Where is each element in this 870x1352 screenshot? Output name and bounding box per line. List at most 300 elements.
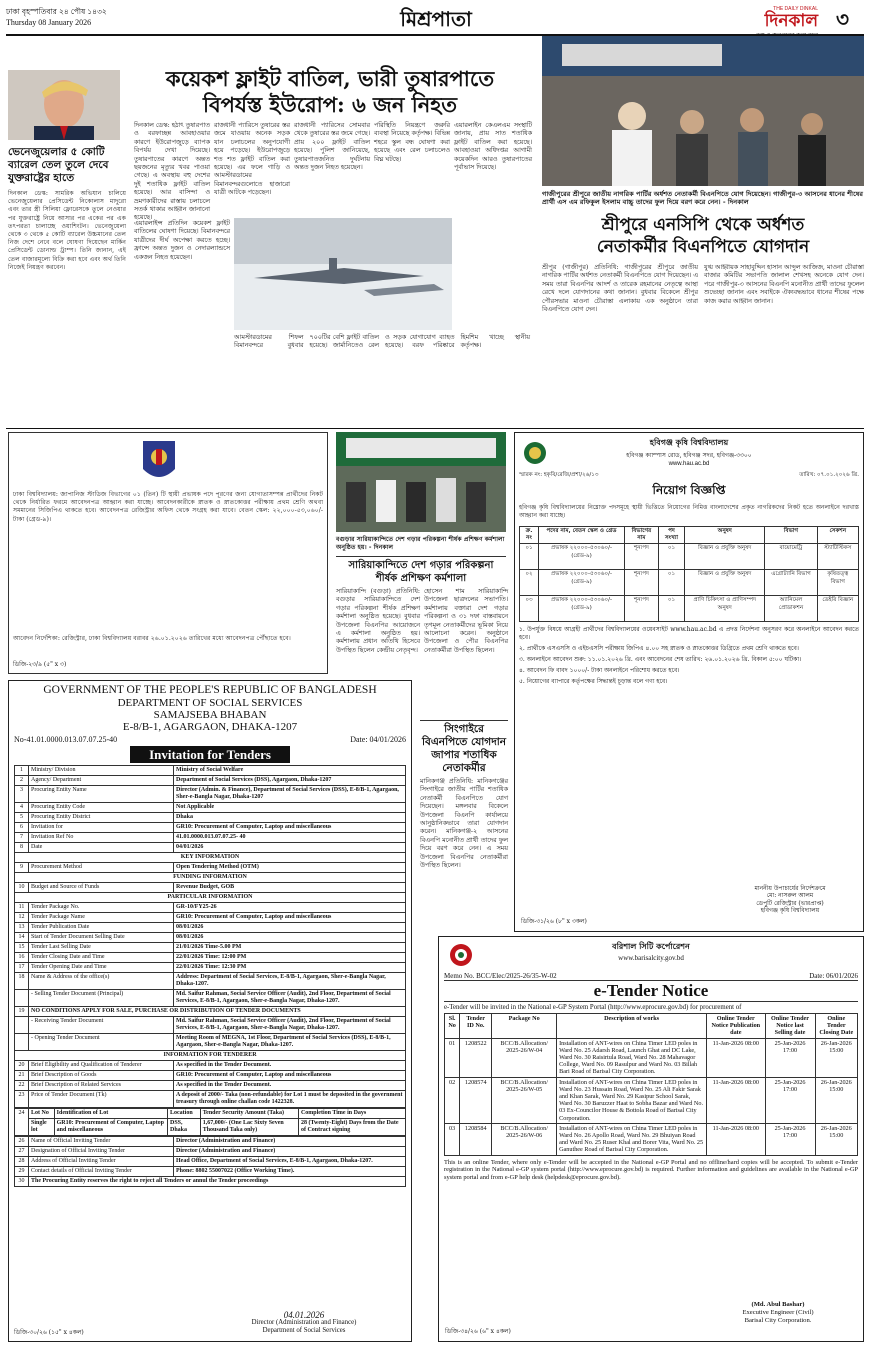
- lead-col5: এয়ারলাইন কেএলএম সংস্থাটি জানায়, প্রায় সাত শতাধিক ফ্লাইট বাতিল করা হয়েছে। আবহাওয়া অধিদপ্তর আগামী কয়েকদিন আরও তুষারপাতের পূর্বাভাস দিয়েছে।: [454, 122, 532, 172]
- barisal-cell: 26-Jan-2026 15:00: [815, 1038, 857, 1077]
- dss-cell-label: Brief Eligibility and Qualification of Tenderer: [29, 1061, 174, 1071]
- dss-cell-label: Tender Closing Date and Time: [29, 953, 174, 963]
- dss-lot-header-cell: Completion Time in Days: [298, 1109, 405, 1119]
- dss-cell-no: [15, 1034, 29, 1051]
- barisal-cell: BCC/B.Allocation/ 2025-26/W-04: [492, 1038, 557, 1077]
- dss-cell-label: Name of Official Inviting Tender: [29, 1137, 174, 1147]
- dss-table-row: [15, 823, 406, 833]
- masthead-date-en: Thursday 08 January 2026: [6, 18, 92, 27]
- barisal-cell: Installation of ANT-wires on China Timer LED poles in Ward No. 23 Hussain Road, Ward No. 25 Ali Fakir Sarak and Khan Sarak, Ward No. 29 Kasipur School Sarak, Ward No. 30 Baruzzer Haat to Sobha Bazar and Ward No. 03 Ex-Councilor House & Bottola Road of Barisal City Corporation.: [557, 1077, 707, 1123]
- lead-headline-line1: কয়েকশ ফ্লাইট বাতিল, ভারী তুষারপাতে: [165, 66, 495, 91]
- hau-cell: ০১: [658, 596, 684, 622]
- sreepur-caption: গাজীপুরের শ্রীপুরে জাতীয় নাগরিক পার্টির অর্ধশত নেতাকর্মী বিএনপিতে যোগ দিয়েছেন। গাজীপুর-৩ আসনের ধানের শীষের প্রার্থী এস এম রফিকুল ইসলাম বাচ্চু তাদের ফুল দিয়ে বরণ করে নেন। - দিনকাল: [542, 190, 863, 207]
- dss-table-row: [15, 963, 406, 973]
- dss-cell-no: 29: [15, 1167, 29, 1177]
- snow-body2: আমস্টারডামের শিফল বিমানবন্দরে বুধবার ৭০০টির বেশি ফ্লাইট বাতিল হয়েছে। জার্মানিতেও রেল ও সড়ক যোগাযোগ ব্যাহত হয়েছে। বরফ পরিষ্কারে হিমশিম খাচ্ছে স্থানীয় কর্তৃপক্ষ।: [234, 334, 530, 350]
- dss-cell-no: 5: [15, 813, 29, 823]
- dss-cell-no: 28: [15, 1157, 29, 1167]
- dss-lot-cell: 28 (Twenty-Eight) Days from the Date of Contract signing: [298, 1119, 405, 1136]
- barisal-memo: Memo No. BCC/Elec/2025-26/35-W-02: [444, 972, 557, 980]
- barisal-memo-row: [444, 972, 858, 980]
- barisal-cell: 25-Jan-2026 17:00: [765, 1077, 815, 1123]
- dss-memo: No-41.01.0000.013.07.07.25-40: [14, 735, 118, 744]
- barisal-cell: 03: [445, 1123, 460, 1155]
- dss-cell-value: 04/01/2026: [174, 843, 406, 853]
- hau-title: নিয়োগ বিজ্ঞপ্তি: [652, 483, 726, 497]
- hau-cell: কৃষিতত্ত্ব বিভাগ: [817, 570, 858, 596]
- hau-address: হবিগঞ্জ ক্যাম্পাস রোড, হবিগঞ্জ সদর, হবিগঞ্জ-৩৩০০: [626, 452, 752, 459]
- barisal-header-row: [445, 1014, 858, 1039]
- dss-cell-label: - Opening Tender Document: [29, 1034, 174, 1051]
- dss-cell-no: 17: [15, 963, 29, 973]
- dss-cell-label: Procuring Entity Code: [29, 803, 174, 813]
- hau-memo-row: [519, 471, 859, 480]
- dss-table-row: [15, 1071, 406, 1081]
- dss-cell-no: 26: [15, 1137, 29, 1147]
- hau-table-row: [520, 570, 859, 596]
- dss-cell-value: GR10: Procurement of Computer, Laptop and miscellaneous: [174, 823, 406, 833]
- dss-table-row: [15, 1081, 406, 1091]
- snow-airport-photo: [234, 218, 452, 330]
- du-code: ডিজি-২৩/৯ (৫" x ৩): [13, 661, 67, 668]
- dss-cell-label: Address of Official Inviting Tender: [29, 1157, 174, 1167]
- barisal-name: বরিশাল সিটি কর্পোরেশন: [612, 941, 690, 951]
- dss-lot-header-cell: Location: [167, 1109, 200, 1119]
- dss-table-row: [15, 883, 406, 893]
- dss-cell-label: Procuring Entity District: [29, 813, 174, 823]
- sariakandi-headline-line1: সারিয়াকান্দিতে দেশ গড়ার পরিকল্পনা: [348, 560, 494, 571]
- dss-lot-cell: 1,67,000/- (One Lac Sixty Seven Thousand Taka only): [200, 1119, 298, 1136]
- dss-lot-row: [15, 1119, 406, 1136]
- dss-table-row: [15, 1147, 406, 1157]
- dss-cell-value: A deposit of 2000/- Taka (non-refundable) for Lot 1 must be deposited in the government treasury through online challan code 1422328.: [174, 1091, 406, 1108]
- dinkal-logo: [706, 6, 846, 36]
- dss-section-key: KEY INFORMATION: [15, 853, 406, 863]
- dss-cell-value: As specified in the Tender Document.: [174, 1081, 406, 1091]
- barisal-logo: [449, 943, 473, 967]
- sreepur-photo: [542, 36, 864, 186]
- barisal-cell: 01: [445, 1038, 460, 1077]
- dss-cell-value: As specified in the Tender Document.: [174, 1061, 406, 1071]
- dss-section-funding: FUNDING INFORMATION: [15, 873, 406, 883]
- hau-signature: [725, 885, 855, 915]
- hau-cell: ০১: [520, 544, 539, 570]
- sreepur-headline-line2: নেতাকর্মীর বিএনপিতে যোগদান: [596, 237, 810, 257]
- dss-cell-no: 16: [15, 953, 29, 963]
- dss-cell-value: Revenue Budget, GOB: [174, 883, 406, 893]
- barisal-header-cell: Tender ID No.: [460, 1014, 492, 1039]
- hau-cell: শূন্যপদ: [625, 596, 659, 622]
- section-title: মিশ্রপাতা: [400, 7, 472, 31]
- dss-cell-label: Agency/ Department: [29, 776, 174, 786]
- dss-cell-value: Open Tendering Method (OTM): [174, 863, 406, 873]
- dss-section-row: [15, 873, 406, 883]
- barisal-header-cell: Package No: [492, 1014, 557, 1039]
- dss-cell-no: 20: [15, 1061, 29, 1071]
- dss-cell-value: Head Office, Department of Social Services, E-8/B-1, Agargaon, Dhaka-1207.: [174, 1157, 406, 1167]
- dss-cell-no: 4: [15, 803, 29, 813]
- hau-cell: প্রভাষক ২২০০০-৫৩০৬০/- (গ্রেড-৯): [539, 570, 625, 596]
- barisal-cell: Installation of ANT-wires on China Timer LED poles in Ward No. 26 Apollo Road, Ward No. 29 Bhuiyan Road and Ward No. 25 Ruser Khal and Borer Vita, Ward No. 25 Ganuthee Road of Barisal City Corporation.: [557, 1123, 707, 1155]
- dss-cell-label: Date: [29, 843, 174, 853]
- dss-cell-no: [15, 1017, 29, 1034]
- dss-table-row: [15, 1034, 406, 1051]
- hau-cell: ০২: [520, 570, 539, 596]
- hau-cell: প্রভাষক ২২০০০-৫৩০৬০/- (গ্রেড-৯): [539, 596, 625, 622]
- sariakandi-headline-line2: শীর্ষক প্রশিক্ষণ কর্মশালা: [375, 573, 467, 584]
- barisal-emblem-icon: [449, 943, 473, 967]
- dss-cell-value: 22/01/2026 Time: 12:30 PM: [174, 963, 406, 973]
- dss-table-row: [15, 943, 406, 953]
- dss-table-row: [15, 843, 406, 853]
- hau-header-cell: পদ সংখ্যা: [658, 527, 684, 544]
- dss-cell-value: GR10: Procurement of Computer, Laptop and miscellaneous: [174, 913, 406, 923]
- du-body: ঢাকা বিশ্ববিদ্যালয়: জাপানিজ স্টাডিজ বিভাগের ০১ (তিন) টি স্থায়ী প্রভাষক পদে পূরণের জন্য যোগ্যতাসম্পন্ন প্রার্থীদের নিকট থেকে নির্ধারিত ফরমে আবেদনপত্র আহ্বান করা যাচ্ছে। আবেদনকারীকে স্নাতক ও স্নাতকোত্তর পরীক্ষায় প্রথম শ্রেণি অথবা সমমানের সিজিপিএ থাকতে হবে। আবেদনপত্র রেজিস্ট্রার অফিস থেকে সংগ্রহ করা যাবে। বেতন স্কেল: ২২,০০০-৫৩,০৬০/- টাকা (গ্রেড-৯)।: [13, 491, 323, 523]
- dss-cell-value: Dhaka: [174, 813, 406, 823]
- hau-header-row: [520, 527, 859, 544]
- dss-cell-no: 9: [15, 863, 29, 873]
- barisal-header-cell: Online Tender Notice last Selling date: [765, 1014, 815, 1039]
- barisal-cell: 11-Jan-2026 08:00: [707, 1038, 765, 1077]
- hau-cell: ০১: [658, 544, 684, 570]
- hau-sign-role: ডেপুটি রেজিস্ট্রার (ভারপ্রাপ্ত): [756, 899, 824, 907]
- dss-cell-no: 27: [15, 1147, 29, 1157]
- hau-table-row: [520, 596, 859, 622]
- hau-conditions: [519, 626, 859, 686]
- barisal-header-cell: Sl. No: [445, 1014, 460, 1039]
- dss-table-row: [15, 990, 406, 1007]
- dss-table-row: [15, 953, 406, 963]
- dss-cell-no: 18: [15, 973, 29, 990]
- barisal-intro: e-Tender will be invited in the National e-GP System Portal (http://www.eprocure.gov.bd) for procurement of: [444, 1004, 742, 1011]
- dss-lot-header-cell: Tender Security Amount (Taka): [200, 1109, 298, 1119]
- dss-section-particular: PARTICULAR INFORMATION: [15, 893, 406, 903]
- dss-cell-label: Name & Address of the office(s): [29, 973, 174, 990]
- du-logo: [139, 439, 179, 485]
- dss-table-row: [15, 913, 406, 923]
- dss-cell-no: 30: [15, 1177, 29, 1187]
- hau-logo: [523, 441, 547, 465]
- dss-cell-label: Invitation Ref No: [29, 833, 174, 843]
- dss-cell-label: Tender Package No.: [29, 903, 174, 913]
- dss-table-row: [15, 813, 406, 823]
- dss-cell-value: Phone: 8802 55007022 (Office Working Time).: [174, 1167, 406, 1177]
- barisal-cell: 1208522: [460, 1038, 492, 1077]
- dss-cell-value: Director (Administration and Finance): [174, 1147, 406, 1157]
- barisal-header-cell: Online Tender Notice Publication date: [707, 1014, 765, 1039]
- dss-table-row: [15, 803, 406, 813]
- dss-lot-table: [14, 1108, 406, 1136]
- lead-col2: রাজধানী প্যারিসে তুষারের স্তর জমে যাওয়ায় অনেক সড়ক যান চলাচলের অনুপযোগী হয়ে পড়েছে। ইউরোপজুড়ে শত শত ফ্লাইট বাতিল করা হয়েছে। এর ফলে গাড়ি ও আমস্টারডামের বিমানবন্দরগুলোতে হাজারো যাত্রী আটকে পড়েছেন।: [214, 122, 290, 197]
- dss-section-row: [15, 1051, 406, 1061]
- barisal-web: www.barisalcity.gov.bd: [618, 954, 684, 962]
- dss-code: ডিজি-৩০/২৬ (১৫" x ৪কল): [14, 1329, 84, 1336]
- hau-notice: [514, 432, 864, 932]
- dss-table-row: [15, 1091, 406, 1108]
- trump-photo-illustration: [8, 70, 120, 140]
- sariakandi-body1: সারিয়াকান্দি (বগুড়া) প্রতিনিধি: বগুড়ার সারিয়াকান্দিতে দেশ গড়ার পরিকল্পনা শীর্ষক প্রশিক্ষণ কর্মশালা অনুষ্ঠিত হয়েছে। বুধবার উপজেলা বিএনপির আয়োজনে এ কর্মশালা অনুষ্ঠিত হয়। কর্মশালায় প্রধান অতিথি হিসেবে উপস্থিত ছিলেন কেন্দ্রীয় নেতৃবৃন্দ।: [336, 588, 420, 654]
- dss-cell-label: Budget and Source of Funds: [29, 883, 174, 893]
- lead-col1: দিনকাল ডেস্ক: হঠাৎ তুষারপাত ও বরফাচ্ছন্ন আবহাওয়ার কারণে ইউরোপজুড়ে ব্যাপক বিপর্যয় দেখা দিয়েছে। তুষারপাতের কারণে অন্তত ছয়জনের মৃত্যুর খবর পাওয়া গেছে। এ অবস্থায় বহু দেশের দুই শতাধিক ফ্লাইট বাতিল হয়েছে। আর বাসিন্দা ও ভ্রমণকারীদের রাস্তায় চলাচলে সতর্ক থাকার আহ্বান জানানো হয়েছে।: [134, 122, 210, 222]
- sariakandi-headline: [336, 556, 506, 585]
- dss-cell-value: 41.01.0000.013.07.07.25- 40: [174, 833, 406, 843]
- dss-cell-no: 3: [15, 786, 29, 803]
- lead-col4: পরিস্থিতি নিয়ন্ত্রণে জরুরি ব্যবস্থা নিয়েছে কর্তৃপক্ষ। বিভিন্ন শহরে স্কুল বন্ধ ঘোষণা করা হয়েছে এবং রেল চলাচলেও বিঘ্ন ঘটছে।: [374, 122, 450, 163]
- hau-cell: ০১: [658, 570, 684, 596]
- dss-cell-no: 24: [15, 1109, 29, 1136]
- dss-table-row: [15, 903, 406, 913]
- dss-cell-no: 14: [15, 933, 29, 943]
- dss-table-row: [15, 923, 406, 933]
- hau-table: [519, 526, 859, 622]
- hau-header-cell: বিভাগের নাম: [625, 527, 659, 544]
- dss-section-row: [15, 893, 406, 903]
- dss-cell-label: Brief Description of Goods: [29, 1071, 174, 1081]
- du-deadline: আবেদন নির্দেশিকা: রেজিস্ট্রার, ঢাকা বিশ্ববিদ্যালয় বরাবর ২৬.০১.২০২৬ তারিখের মধ্যে আবেদনপত্র পৌঁছাতে হবে।: [13, 635, 291, 642]
- sreepur-meeting-illustration: [542, 36, 864, 186]
- dss-cell-no: 2: [15, 776, 29, 786]
- hau-condition: ৪. আবেদন ফি বাবদ ১০০০/- টাকা অনলাইনে পরিশোধ করতে হবে।: [519, 667, 680, 675]
- barisal-cell: BCC/B.Allocation/ 2025-26/W-05: [492, 1077, 557, 1123]
- dss-table-row: [15, 1167, 406, 1177]
- dss-lot-header-cell: Identification of Lot: [54, 1109, 167, 1119]
- sariakandi-workshop-illustration: [336, 432, 506, 532]
- masthead-date-bn: ঢাকা বৃহস্পতিবার ২৪ পৌষ ১৪৩২: [6, 7, 107, 16]
- dss-cell-label: Ministry/ Division: [29, 766, 174, 776]
- dss-table-row: [15, 1007, 406, 1017]
- singair-body: মানিকগঞ্জ প্রতিনিধি: মানিকগঞ্জের সিংগাইরে জাতীয় পার্টির শতাধিক নেতাকর্মী বিএনপিতে যোগ দিয়েছেন। মঙ্গলবার বিকেলে উপজেলা বিএনপি কার্যালয়ে আনুষ্ঠানিকভাবে তারা যোগদান করেন। মানিকগঞ্জ-২ আসনের বিএনপি মনোনীত প্রার্থী তাদের ফুল দিয়ে বরণ করে নেন। এ সময় উপজেলা বিএনপির নেতাকর্মীরা উপস্থিত ছিলেন।: [420, 778, 508, 870]
- hau-cell: শূন্যপদ: [625, 544, 659, 570]
- sreepur-headline-line1: শ্রীপুরে এনসিপি থেকে অর্ধশত: [601, 215, 805, 235]
- dss-cell-value: Department of Social Services (DSS), Agargaon, Dhaka-1207: [174, 776, 406, 786]
- dss-cell-value: 22/01/2026 Time: 12:00 PM: [174, 953, 406, 963]
- dss-cell-value: Meeting Room of MEGNA, 1st Floor, Department of Social Services (DSS), E-8/B-1, Agargaon, Sher-e-Bangla Nagar, Dhaka-1207.: [174, 1034, 406, 1051]
- barisal-cell: 1208584: [460, 1123, 492, 1155]
- barisal-footer: This is an online Tender, where only e-Tender will be accepted in the National e-GP Portal and no offline/hard copies will be accepted. To submit e-Tender registration in the National e-GP system portal (http://www.eprocure.gov.bd) is required. Further information and guidelines are available in the National e-GP system portal and from e-GP help desk (helpdesk@eprocure.gov.bd).: [444, 1158, 858, 1182]
- dss-cell-label: The Procuring Entity reserves the right to reject all Tenders or annul the Tender proceedings: [29, 1177, 406, 1187]
- hau-cell: বায়োমেট্রি: [765, 544, 817, 570]
- trump-photo: [8, 70, 120, 140]
- barisal-table: [444, 1013, 858, 1156]
- barisal-sign-org: Barisal City Corporation.: [744, 1317, 812, 1324]
- hau-cell: ০৩: [520, 596, 539, 622]
- dss-lot-header-cell: Lot No: [29, 1109, 55, 1119]
- barisal-date: Date: 06/01/2026: [809, 972, 858, 980]
- dss-cell-value: Address: Department of Social Services, E-8/B-1, Agargaon, Sher-e-Bangla Nagar, Dhaka-1207.: [174, 973, 406, 990]
- barisal-sign-role: Executive Engineer (Civil): [742, 1309, 814, 1316]
- dss-cell-value: Md. Saifur Rahman, Social Service Officer (Audit), 2nd Floor, Department of Social Services, E-8/B-1, Agargaon, Sher-e-Bangla Nagar, Dhaka-1207.: [174, 990, 406, 1007]
- dss-cell-label: Procuring Entity Name: [29, 786, 174, 803]
- barisal-tender: [438, 936, 864, 1342]
- du-notice: [8, 432, 328, 674]
- dss-cell-label: Tender Last Selling Date: [29, 943, 174, 953]
- hau-cell: বিজ্ঞান ও প্রযুক্তি অনুষদ: [685, 570, 765, 596]
- dss-table-row: [15, 766, 406, 776]
- dss-lot-cell: Single lot: [29, 1119, 55, 1136]
- dss-table-row: [15, 1061, 406, 1071]
- hau-table-row: [520, 544, 859, 570]
- hau-sign-title: মাননীয় উপাচার্যের নির্দেশক্রমে: [754, 884, 826, 892]
- hau-sign-name: মো: নাসরুল আলম: [766, 892, 814, 900]
- hau-web: www.hau.ac.bd: [668, 461, 710, 467]
- hau-condition: ১. উপর্যুক্ত বিষয়ে আগ্রহী প্রার্থীদের বিশ্ববিদ্যালয়ের ওয়েবসাইট www.hau.ac.bd এ প্রদত্ত নির্দেশনা অনুসরণ করে অনলাইনে আবেদন করতে হবে।: [519, 626, 859, 642]
- dss-sign-title: Director (Administration and Finance): [251, 1319, 357, 1326]
- sreepur-headline: [542, 214, 864, 258]
- dss-cell-value: Not Applicable: [174, 803, 406, 813]
- dss-cell-label: Tender Package Name: [29, 913, 174, 923]
- dss-date: Date: 04/01/2026: [350, 735, 406, 744]
- dss-cell-label: Brief Description of Related Services: [29, 1081, 174, 1091]
- sariakandi-photo: [336, 432, 506, 532]
- dss-cell-value: GR10: Procurement of Computer, Laptop and miscellaneous: [174, 1071, 406, 1081]
- dss-memo-row: [14, 735, 406, 744]
- dss-table-row: [15, 1017, 406, 1034]
- hau-memo-date: তারিখ: ০৭.০১.২০২৬ খ্রি.: [799, 472, 859, 478]
- dss-cell-no: 15: [15, 943, 29, 953]
- dss-title: Invitation for Tenders: [130, 746, 290, 763]
- dss-cell-value: 08/01/2026: [174, 923, 406, 933]
- hau-header-cell: পদের নাম, বেতন স্কেল ও গ্রেড: [539, 527, 625, 544]
- dss-cell-value: GR-10/FY25-26: [174, 903, 406, 913]
- sreepur-body2: যুগ্ম আহ্বায়ক সাহাবুদ্দিন হাসান আব্দুল আজিজ, মাওনা চৌরাস্তা বাজার কমিটির সভাপতি জালাল শেখসহ অনেকে যোগ দেন। পরে গাজীপুর-৩ আসনের বিএনপি মনোনীত প্রার্থী তাদের ফুলেল শুভেচ্ছা জানান এবং সবাইকে ঐক্যবদ্ধভাবে ধানের শীষের পক্ষে কাজ করার আহ্বান জানান।: [704, 264, 864, 305]
- hau-intro: হবিগঞ্জ কৃষি বিশ্ববিদ্যালয়ের নিম্নোক্ত পদসমূহে স্থায়ী ভিত্তিতে নিয়োগের নিমিত্ত বাংলাদেশের প্রকৃত নাগরিকদের নিকট হতে অনলাইনে দরখাস্ত আহ্বান করা যাচ্ছে।: [519, 504, 859, 519]
- dss-cell-label: Price of Tender Document (Tk): [29, 1091, 174, 1108]
- dss-cell-no: 23: [15, 1091, 29, 1108]
- dss-sign-org: Department of Social Services: [262, 1327, 346, 1334]
- hau-cell: এগ্রোট্যানি বিভাগ: [765, 570, 817, 596]
- dss-sign-date: 04.01.2026: [283, 1310, 325, 1320]
- barisal-signature: [703, 1301, 853, 1325]
- barisal-cell: 1208574: [460, 1077, 492, 1123]
- barisal-cell: Installation of ANT-wires on China Timer LED poles in Ward No. 25 Adarsh Road, Launch Ghat and DC Lake, Ward No. 30 Raisirtula Road, Ward No. 28 Mahavagor College, Ward No. 09 Rasulpur and Ward No. 03 Billah Bari Road of Barisal City Corporation.: [557, 1038, 707, 1077]
- divider-top: [6, 428, 864, 429]
- dss-lot-header: [15, 1109, 406, 1119]
- dss-address: E-8/B-1, AGARGAON, DHAKA-1207: [122, 721, 298, 733]
- hau-code: ডিজি-৩১/২৬ (৮" x ৩কল): [521, 918, 587, 925]
- barisal-code: ডিজি-৩৪/২৬ (৬" x ৪কল): [445, 1328, 511, 1335]
- hau-header-cell: অনুষদ: [685, 527, 765, 544]
- dss-table: [14, 765, 406, 1108]
- logo-en: THE DAILY DINKAL: [773, 6, 818, 12]
- dss-cell-no: 13: [15, 923, 29, 933]
- lead-col3: রাজধানী প্যারিসের সোমবার থেকে তুষারের স্তর জমে গেছে। প্রায় ২০০ ফ্লাইট বাতিল হয়েছে। পুলিশ জানিয়েছে, তুষারপাতজনিত দুর্ঘটনায় অন্তত দুজন নিহত হয়েছেন।: [294, 122, 370, 172]
- hau-cell: প্রাণি চিকিৎসা ও প্রাণিসম্পদ অনুষদ: [685, 596, 765, 622]
- barisal-cell: 11-Jan-2026 08:00: [707, 1077, 765, 1123]
- barisal-header-cell: Online Tender Closing Date: [815, 1014, 857, 1039]
- page-number: ৩: [836, 9, 850, 31]
- dss-table-row: [15, 1137, 406, 1147]
- hau-condition: ২. প্রার্থীকে এসএসসি ও এইচএসসি পরীক্ষায় জিপিএ ৪.০০ সহ স্নাতক ও স্নাতকোত্তর ডিগ্রিতে প্রথম শ্রেণি থাকতে হবে।: [519, 645, 799, 653]
- barisal-cell: 25-Jan-2026 17:00: [765, 1123, 815, 1155]
- dss-cell-value: Ministry of Social Welfare: [174, 766, 406, 776]
- sariakandi-caption: বগুড়ার সারিয়াকান্দিতে দেশ গড়ার পরিকল্পনা শীর্ষক প্রশিক্ষণ কর্মশালা অনুষ্ঠিত হয়। - দিনকাল: [336, 536, 505, 551]
- dss-section-tenderer: INFORMATION FOR TENDERER: [15, 1051, 406, 1061]
- hau-condition: ৫. নিয়োগের ব্যাপারে কর্তৃপক্ষের সিদ্ধান্তই চূড়ান্ত বলে গণ্য হবে।: [519, 678, 668, 686]
- dss-table-row: [15, 973, 406, 990]
- hau-sign-org: হবিগঞ্জ কৃষি বিশ্ববিদ্যালয়: [760, 907, 820, 915]
- trump-body: দিনকাল ডেস্ক: সামরিক অভিযান চালিয়ে ভেনেজুয়েলার প্রেসিডেন্ট নিকোলাস মাদুরো এবং তার স্ত্রী সিলিয়া ফ্লোরেসকে তুলে নেওয়ার পর যুক্তরাষ্ট্রে নিয়ে আসার পর একের পর এক তৎপরতা চালাচ্ছে ওয়াশিংটন। ভেনেজুয়েলা থেকে ৩ থেকে ৫ কোটি ব্যারেল উচ্চমানের তেল নিজ দেশে নেবে বলে ঘোষণা দিয়েছেন মার্কিন প্রেসিডেন্ট ডোনাল্ড ট্রাম্প। তিনি জানান, এই তেল বাজারমূল্যে বিক্রি করা হবে এবং অর্থ তিনি নিজেই নিয়ন্ত্রণ করবেন।: [8, 190, 126, 271]
- dss-lot-cell: GR10: Procurement of Computer, Laptop and miscellaneous: [54, 1119, 167, 1136]
- logo-bn: দিনকাল: [764, 11, 818, 30]
- hau-cell: বিজ্ঞান ও প্রযুক্তি অনুষদ: [685, 544, 765, 570]
- du-crest-icon: [139, 439, 179, 485]
- dss-cell-value: 21/01/2026 Time-5.00 PM: [174, 943, 406, 953]
- hau-cell: শূন্যপদ: [625, 570, 659, 596]
- barisal-title: e-Tender Notice: [444, 980, 858, 1002]
- barisal-cell: 25-Jan-2026 17:00: [765, 1038, 815, 1077]
- barisal-table-row: [445, 1123, 858, 1155]
- hau-cell: ডেইরি বিজ্ঞান: [817, 596, 858, 622]
- dss-table-row: [15, 786, 406, 803]
- dss-building: SAMAJSEBA BHABAN: [153, 709, 267, 721]
- sariakandi-body2: হোসেন শাম সারিয়াকান্দি উপজেলা ছাত্রদলের সভাপতি। কর্মশালায় বক্তারা দেশ গড়ার পরিকল্পনা ও ৩১ দফা বাস্তবায়নে তৃণমূল নেতাকর্মীদের ভূমিকা নিয়ে আলোচনা করেন। অনুষ্ঠানে উপজেলা ও পৌর বিএনপির নেতাকর্মীরা উপস্থিত ছিলেন।: [424, 588, 508, 654]
- dss-cell-no: 12: [15, 913, 29, 923]
- dss-cell-label: Start of Tender Document Selling Date: [29, 933, 174, 943]
- dss-gov: GOVERNMENT OF THE PEOPLE'S REPUBLIC OF BANGLADESH: [43, 684, 377, 696]
- dss-cell-no: 11: [15, 903, 29, 913]
- dss-cell-value: Md. Saifur Rahman, Social Service Officer (Audit), 2nd Floor, Department of Social Services, E-8/B-1, Agargaon, Sher-e-Bangla Nagar, Dhaka-1207.: [174, 1017, 406, 1034]
- lead-headline-line2: বিপর্যস্ত ইউরোপ: ৬ জন নিহত: [202, 92, 458, 117]
- snow-airport-illustration: [234, 218, 452, 330]
- barisal-cell: 11-Jan-2026 08:00: [707, 1123, 765, 1155]
- barisal-cell: 26-Jan-2026 15:00: [815, 1077, 857, 1123]
- dss-lot-cell: DSS, Dhaka: [167, 1119, 200, 1136]
- barisal-header-cell: Description of works: [557, 1014, 707, 1039]
- barisal-cell: BCC/B.Allocation/ 2025-26/W-06: [492, 1123, 557, 1155]
- dss-cell-value: Director (Administration and Finance): [174, 1137, 406, 1147]
- dss-cell-label: Procurement Method: [29, 863, 174, 873]
- dss-cell-label: Tender Opening Date and Time: [29, 963, 174, 973]
- dss-cell-label: Contact details of Official Inviting Tender: [29, 1167, 174, 1177]
- barisal-cell: 02: [445, 1077, 460, 1123]
- singair-headline: সিংগাইরে বিএনপিতে যোগদান জাপার শতাধিক নেতাকর্মীর: [420, 720, 508, 775]
- barisal-cell: 26-Jan-2026 15:00: [815, 1123, 857, 1155]
- dss-cell-no: 21: [15, 1071, 29, 1081]
- dss-cell-label: - Selling Tender Document (Principal): [29, 990, 174, 1007]
- snow-body1: এয়ারলাইন্স প্রতিদিন কয়েকশ ফ্লাইট বাতিলের ঘোষণা দিয়েছে। বিমানবন্দরে যাত্রীদের দীর্ঘ অপেক্ষা করতে হচ্ছে। ফ্রান্সে অন্তত দুজন ও নেদারল্যান্ডসে একজন নিহত হয়েছেন।: [134, 220, 230, 261]
- dss-section-row: [15, 853, 406, 863]
- trump-headline: ভেনেজুয়েলার ৫ কোটি ব্যারেল তেল তুলে দেবে যুক্তরাষ্ট্রের হাতে: [8, 146, 109, 184]
- dss-cell-no: 22: [15, 1081, 29, 1091]
- dss-cell-label: Tender Publication Date: [29, 923, 174, 933]
- dss-cell-no: 6: [15, 823, 29, 833]
- hau-cell: অ্যানিমেল প্রোডাকশন: [765, 596, 817, 622]
- hau-cell: স্ট্যাটিস্টিকস: [817, 544, 858, 570]
- dss-tail-table: [14, 1136, 406, 1187]
- sreepur-body1: শ্রীপুর (গাজীপুর) প্রতিনিধি: গাজীপুরের শ্রীপুরে জাতীয় নাগরিক পার্টির অর্ধশত নেতাকর্মী বিএনপিতে যোগ দিয়েছেন। এ সময় তারা বিএনপির আদর্শ ও তারেক রহমানের নেতৃত্বে আস্থা রেখে দলে যোগদানের কথা জানান। বুধবার বিকেলে শ্রীপুর পৌরসভার মাওনা চৌরাস্তা এলাকায় এক অনুষ্ঠানে তারা বিএনপিতে যোগ দেন।: [542, 264, 699, 314]
- hau-emblem-icon: [523, 441, 547, 465]
- dss-cell-no: 19: [15, 1007, 29, 1017]
- dss-cell-label: Invitation for: [29, 823, 174, 833]
- dss-dept: DEPARTMENT OF SOCIAL SERVICES: [117, 697, 303, 709]
- dss-signature: [209, 1311, 399, 1335]
- barisal-table-row: [445, 1038, 858, 1077]
- dss-cell-no: 10: [15, 883, 29, 893]
- hau-header-cell: বিভাগ: [765, 527, 817, 544]
- dss-cell-value: 08/01/2026: [174, 933, 406, 943]
- hau-header-cell: সেকশন: [817, 527, 858, 544]
- dss-cell-no: 8: [15, 843, 29, 853]
- dss-table-row: [15, 833, 406, 843]
- barisal-table-row: [445, 1077, 858, 1123]
- dss-cell-label: Designation of Official Inviting Tender: [29, 1147, 174, 1157]
- lead-headline: [130, 66, 530, 118]
- hau-memo: স্মারক নং: হকৃবি/রেজি/প্রশা/২৬/১৩: [519, 472, 599, 478]
- dss-table-row: [15, 776, 406, 786]
- dss-table-row: [15, 933, 406, 943]
- dss-tender: [8, 680, 412, 1342]
- barisal-sign-name: (Md. Abul Bashar): [751, 1301, 805, 1308]
